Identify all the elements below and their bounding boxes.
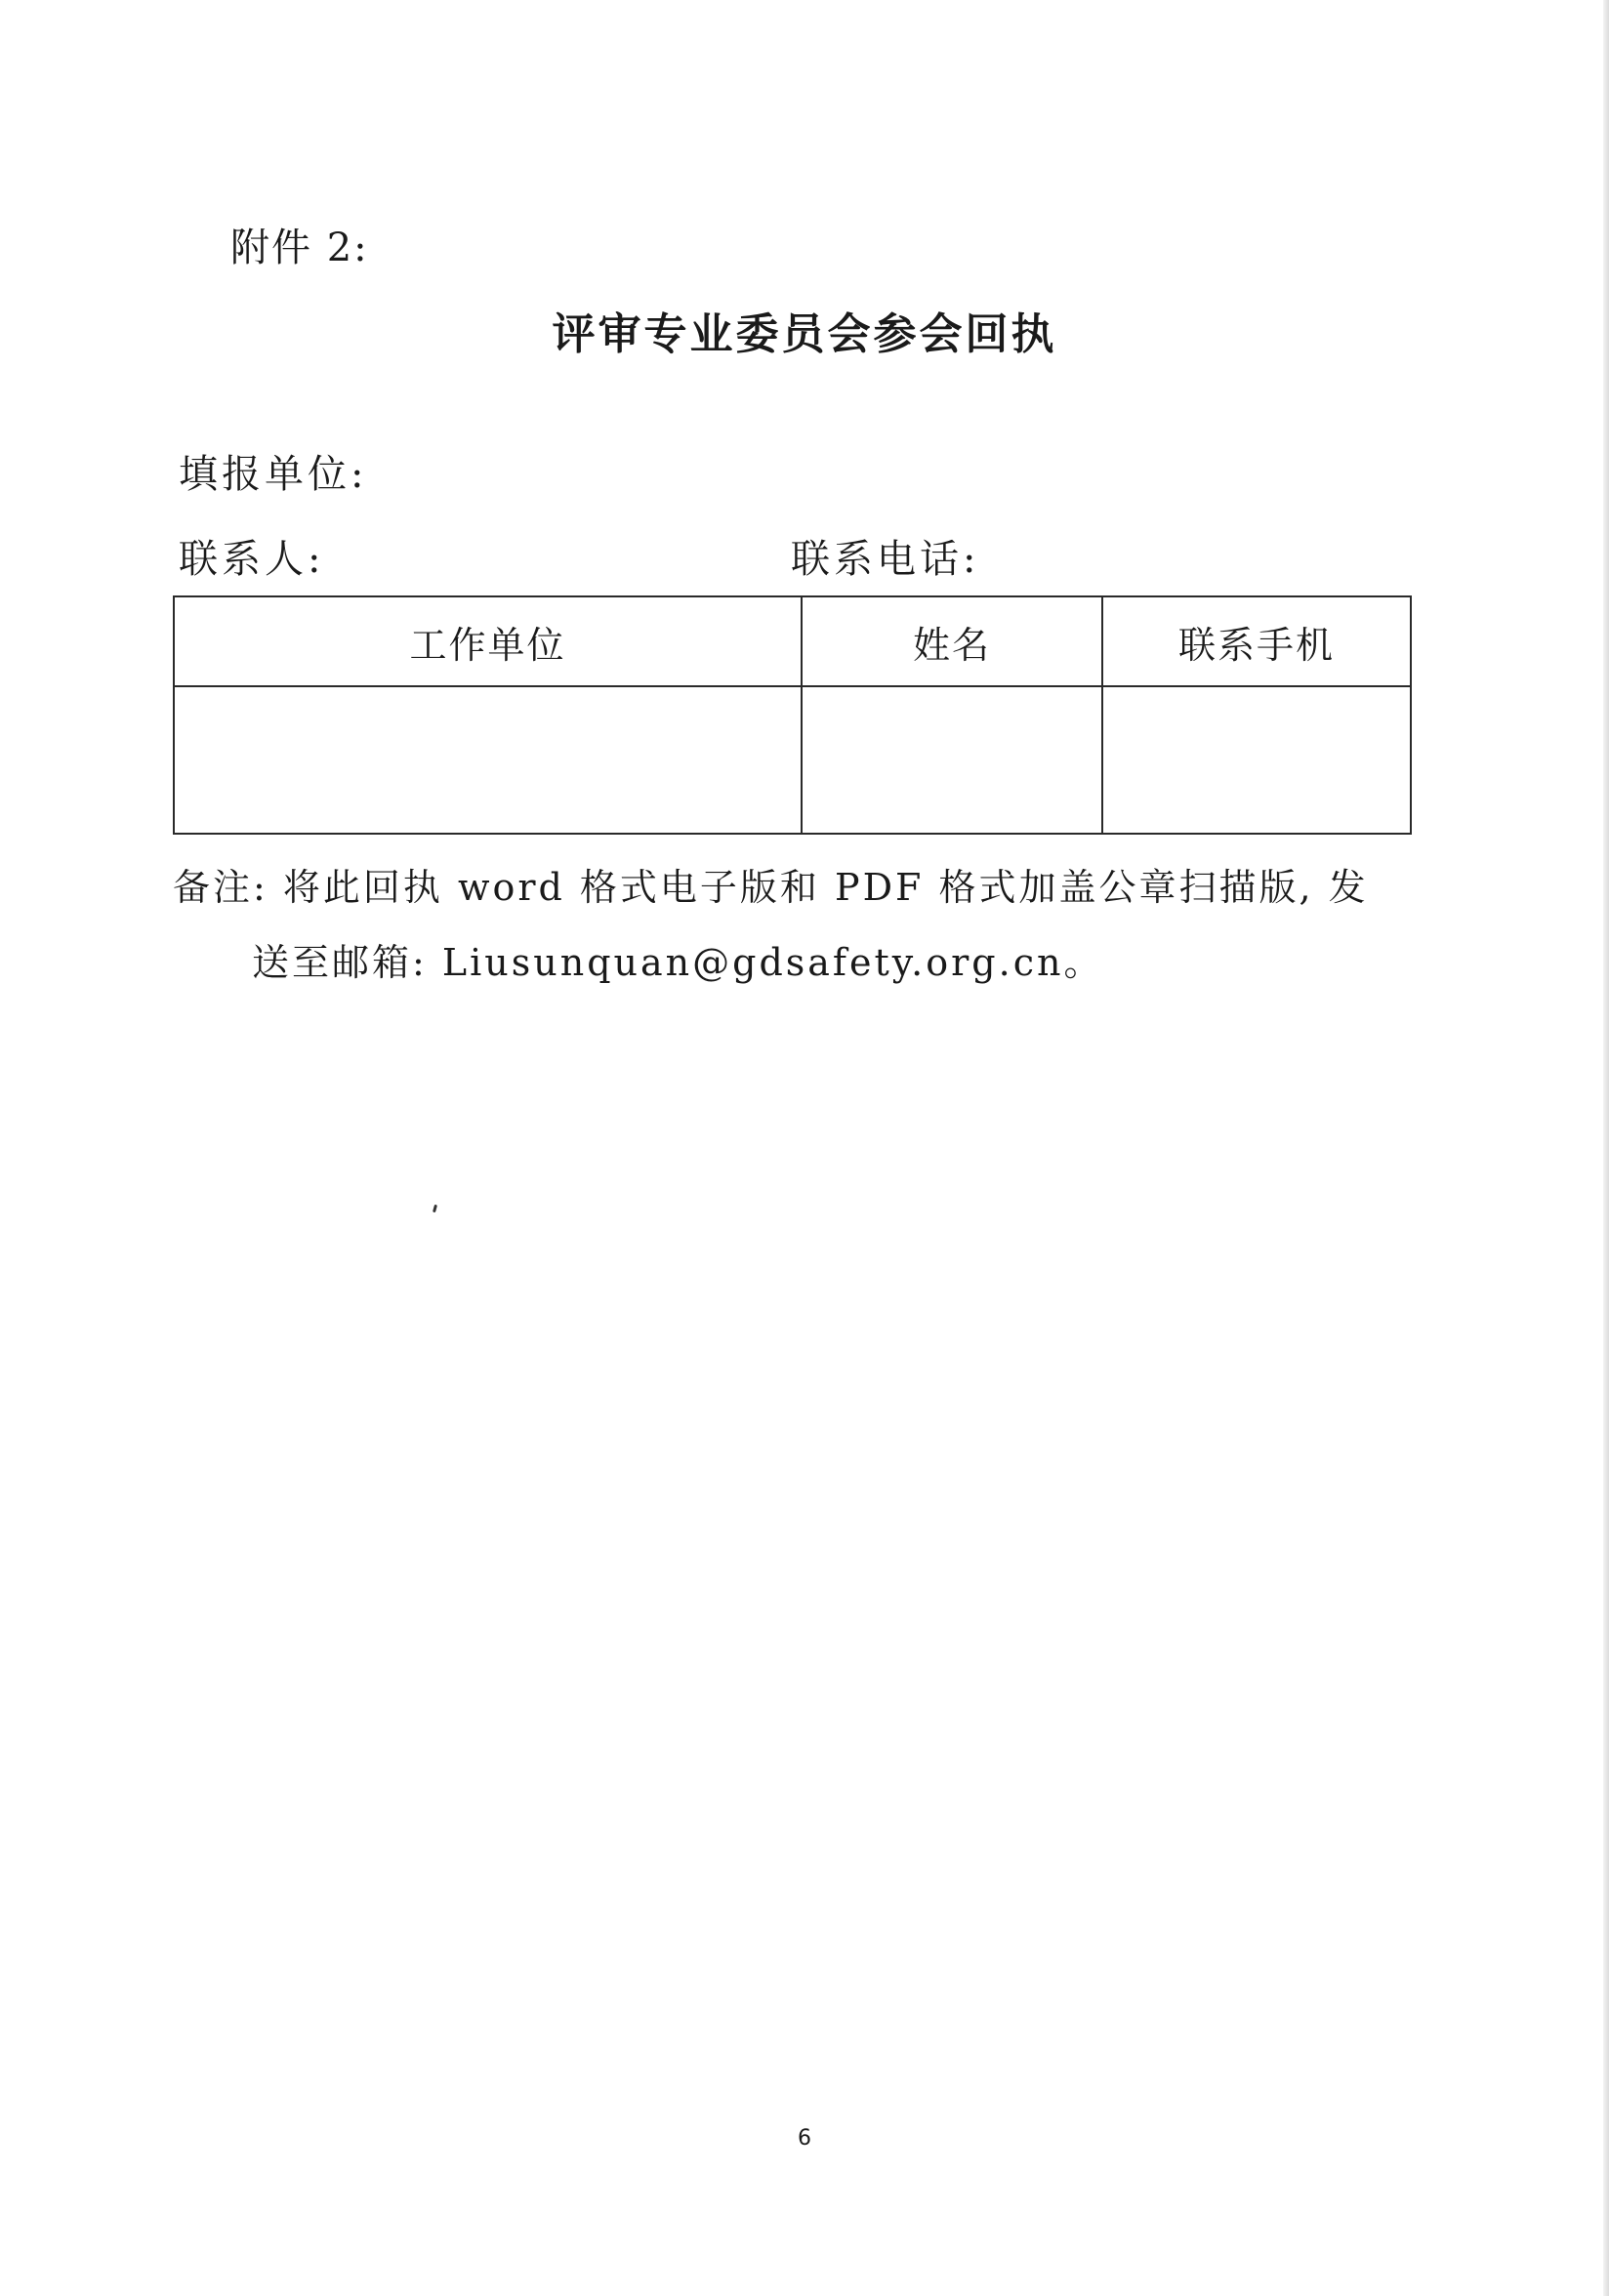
- page-number: 6: [798, 2126, 811, 2151]
- contact-person-label: 联系人:: [179, 537, 325, 582]
- document-title: 评审专业委员会参会回执: [552, 309, 1057, 359]
- cell-mobile: [1102, 686, 1411, 834]
- scan-speck: [433, 1205, 437, 1213]
- note-line-2: 送至邮箱: Liusunquan@gdsafety.org.cn。: [252, 941, 1104, 984]
- header-mobile: 联系手机: [1102, 596, 1411, 686]
- table-row: [174, 686, 1411, 834]
- table-header-row: [174, 596, 1411, 686]
- contact-phone-label: 联系电话:: [791, 537, 980, 582]
- attachment-label: 附件 2:: [230, 226, 369, 270]
- cell-name: [802, 686, 1102, 834]
- cell-work-unit: [174, 686, 802, 834]
- note-line-1: 备注: 将此回执 word 格式电子版和 PDF 格式加盖公章扫描版, 发: [173, 866, 1369, 909]
- header-name: 姓名: [802, 596, 1102, 686]
- reporting-unit-label: 填报单位:: [179, 452, 368, 497]
- reply-form-table: [173, 595, 1412, 835]
- header-work-unit: 工作单位: [174, 596, 802, 686]
